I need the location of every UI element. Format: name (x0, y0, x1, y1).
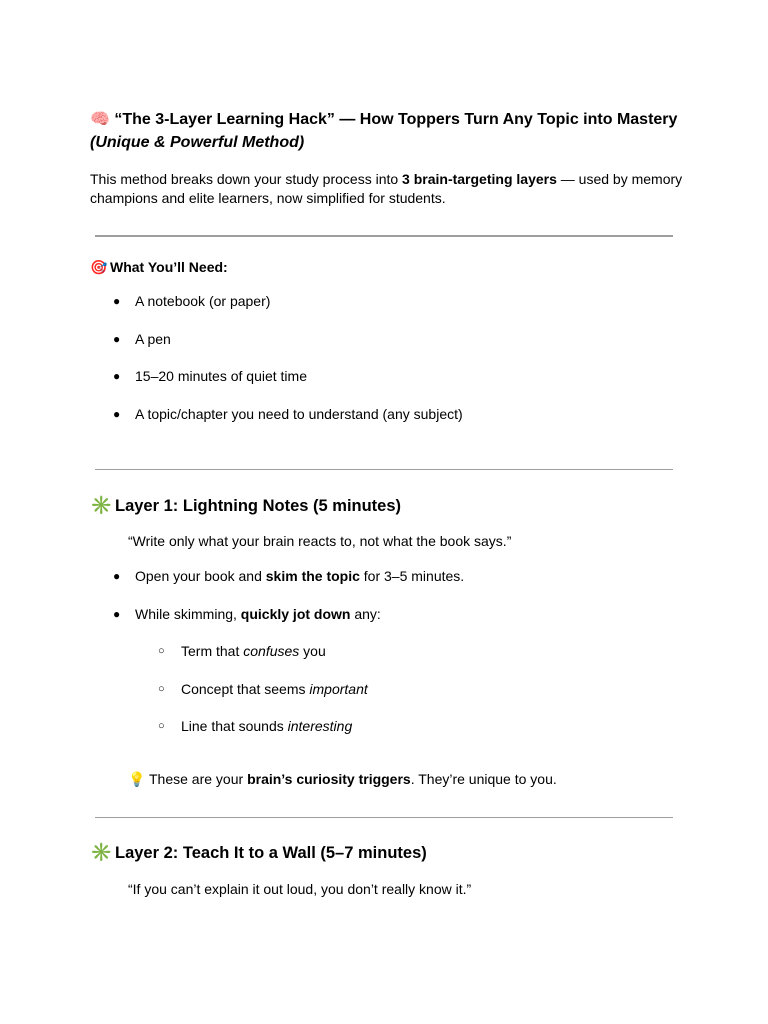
layer2-quote: “If you can’t explain it out loud, you don’t really know it.” (128, 881, 472, 897)
bullet-icon: ● (113, 607, 121, 621)
item-text-italic: important (309, 681, 368, 697)
item-text: While skimming, (135, 606, 241, 622)
tip-line (128, 770, 557, 788)
title-main: “The 3-Layer Learning Hack” — How Toppers Turn Any Topic into Mastery (114, 111, 678, 128)
intro-paragraph (90, 170, 690, 208)
sparkle-icon: ✳️ (90, 842, 113, 862)
circle-bullet-icon: ○ (158, 720, 165, 732)
bullet-icon: ● (113, 294, 121, 308)
layer1-heading (90, 494, 401, 517)
item-text: any: (350, 606, 381, 622)
item-text: for 3–5 minutes. (359, 568, 465, 584)
item-text-bold: quickly jot down (240, 606, 351, 622)
sub-list-item (181, 680, 368, 698)
item-text: Line that sounds (181, 718, 288, 734)
sparkle-icon: ✳️ (90, 495, 113, 515)
title-italic: (Unique & Powerful Method) (90, 134, 305, 151)
bullet-icon: ● (113, 407, 121, 421)
target-icon: 🎯 (90, 259, 108, 275)
needs-heading (90, 258, 228, 276)
layer1-quote: “Write only what your brain reacts to, not what the book says.” (128, 533, 512, 549)
list-item (135, 605, 381, 623)
bullet-icon: ● (113, 332, 121, 346)
divider (95, 817, 673, 818)
list-item: A topic/chapter you need to understand (any subject) (135, 406, 463, 422)
item-text: Open your book and (135, 568, 266, 584)
divider (95, 469, 673, 470)
layer2-heading (90, 841, 427, 864)
lightbulb-icon: 💡 (128, 771, 146, 787)
bullet-icon: ● (113, 369, 121, 383)
tip-text: . They’re unique to you. (410, 771, 557, 787)
list-item: A pen (135, 331, 171, 347)
needs-heading-label: What You’ll Need: (110, 259, 228, 275)
list-item: 15–20 minutes of quiet time (135, 368, 307, 384)
intro-text-start: This method breaks down your study process into (90, 171, 403, 187)
item-text-bold: skim the topic (265, 568, 360, 584)
layer2-heading-label: Layer 2: Teach It to a Wall (5–7 minutes) (115, 844, 427, 862)
document-title (90, 108, 690, 154)
bullet-icon: ● (113, 569, 121, 583)
list-item: A notebook (or paper) (135, 293, 271, 309)
sub-list-item (181, 717, 352, 735)
item-text: Term that (181, 643, 244, 659)
sub-list-item (181, 642, 326, 660)
circle-bullet-icon: ○ (158, 645, 165, 657)
intro-text-bold: 3 brain-targeting layers (402, 171, 557, 187)
item-text: Concept that seems (181, 681, 310, 697)
intro-text-end: — used by memory champions and elite learners, now simplified for students. (90, 171, 683, 206)
item-text-italic: interesting (287, 718, 353, 734)
brain-icon: 🧠 (90, 111, 110, 128)
item-text-italic: confuses (243, 643, 300, 659)
item-text: you (299, 643, 326, 659)
tip-text-bold: brain’s curiosity triggers (247, 771, 411, 787)
divider (95, 235, 673, 237)
tip-text: These are your (149, 771, 248, 787)
layer1-heading-label: Layer 1: Lightning Notes (5 minutes) (115, 497, 402, 515)
list-item (135, 567, 464, 585)
circle-bullet-icon: ○ (158, 683, 165, 695)
